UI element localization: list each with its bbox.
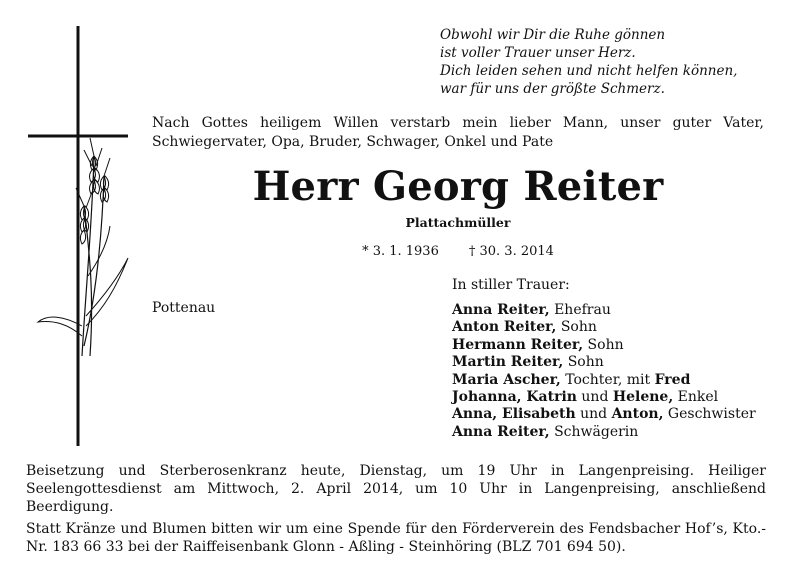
- mourner-name: Anton Reiter,: [452, 319, 557, 336]
- mourner-name: Helene,: [612, 389, 674, 406]
- mourner-entry: [452, 302, 756, 319]
- intro-text: Nach Gottes heiligem Willen verstarb mein lieber Mann, unser guter Vater, Schwiegervater, Opa, Bruder, Schwager, Onkel und Pate: [152, 115, 764, 150]
- place-name: Pottenau: [152, 300, 216, 316]
- mourner-relation: Tochter, mit: [560, 371, 655, 388]
- mourners-list: [452, 302, 756, 441]
- funeral-notice: [26, 462, 766, 560]
- mourner-name: Martin Reiter,: [452, 354, 564, 371]
- poem-line: ist voller Trauer unser Herz.: [440, 45, 636, 61]
- mourner-entry: [452, 354, 756, 371]
- mourner-entry: [452, 319, 756, 336]
- poem-line: war für uns der größte Schmerz.: [440, 81, 665, 97]
- mourner-name: Anna, Elisabeth: [452, 406, 576, 423]
- deceased-name: Herr Georg Reiter: [252, 163, 664, 210]
- mourner-relation: Ehefrau: [549, 302, 611, 318]
- mourner-name: Fred: [654, 371, 691, 388]
- funeral-details: Beisetzung und Sterberosenkranz heute, Dienstag, um 19 Uhr in Langenpreising. Heiliger Seelengottesdienst am Mittwoch, 2. April 2014, um 10 Uhr in Langenpreising, anschließend Beerdigung.: [26, 463, 766, 515]
- mourner-relation: und: [575, 406, 612, 423]
- life-dates: [150, 244, 766, 259]
- mourner-relation: Schwägerin: [549, 423, 639, 440]
- mourner-name: Anton,: [611, 406, 664, 423]
- mourner-relation: Geschwister: [663, 406, 756, 423]
- death-date: † 30. 3. 2014: [468, 244, 554, 259]
- donation-request: Statt Kränze und Blumen bitten wir um eine Spende für den Förderverein des Fendsbacher Hof’s, Kto.-Nr. 183 66 33 bei der Raiffeisenbank Glonn - Aßling - Steinhöring (BLZ 701 694 50).: [26, 521, 766, 555]
- mourner-relation: Enkel: [673, 389, 719, 406]
- mourner-relation: und: [576, 389, 613, 406]
- poem: [440, 26, 737, 98]
- mourner-entry: [452, 372, 756, 389]
- mourner-name: Anna Reiter,: [452, 423, 550, 440]
- poem-line: Dich leiden sehen und nicht helfen können,: [440, 63, 738, 79]
- mourner-entry: [452, 406, 756, 423]
- mourner-relation: Sohn: [556, 319, 597, 336]
- mourner-relation: Sohn: [563, 354, 604, 371]
- poem-line: Obwohl wir Dir die Ruhe gönnen: [440, 27, 666, 43]
- mourner-name: Johanna, Katrin: [452, 389, 577, 406]
- mourner-entry: [452, 424, 756, 441]
- cross-with-wheat-icon: [24, 26, 144, 446]
- mourner-relation: Sohn: [583, 336, 624, 353]
- mourning-heading: In stiller Trauer:: [452, 277, 570, 293]
- deceased-occupation: Plattachmüller: [405, 215, 511, 230]
- mourner-name: Maria Ascher,: [452, 371, 561, 388]
- mourner-entry: [452, 337, 756, 354]
- mourner-name: Anna Reiter,: [452, 302, 550, 318]
- birth-date: * 3. 1. 1936: [362, 244, 439, 259]
- mourner-name: Hermann Reiter,: [452, 336, 584, 353]
- mourner-entry: [452, 389, 756, 406]
